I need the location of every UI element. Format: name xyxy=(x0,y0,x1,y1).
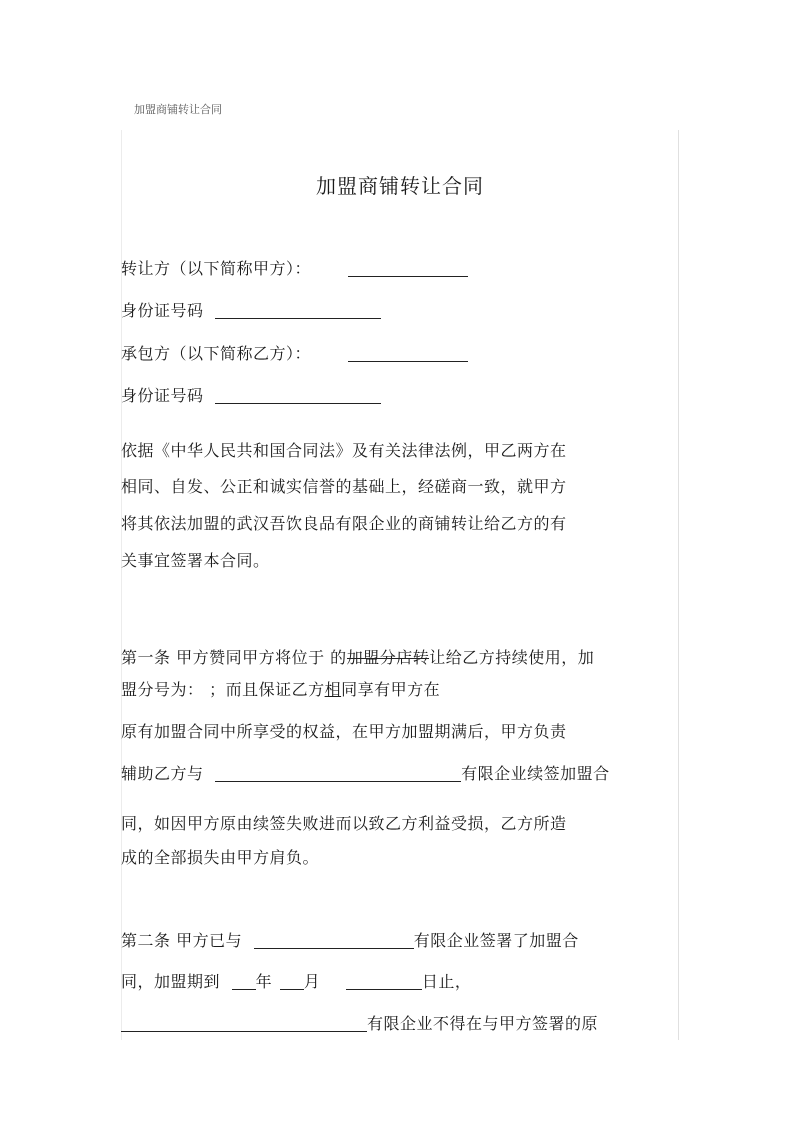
year-blank[interactable] xyxy=(232,973,256,990)
article1-line2-text-b: 同享有甲方在 xyxy=(341,680,441,699)
article2-line1-text-a: 第二条 甲方已与 xyxy=(121,931,243,950)
article1-line-4 xyxy=(121,764,610,784)
article2-line3-text-b: 有限企业不得在与甲方签署的原 xyxy=(367,1014,599,1033)
article1-line-6: 成的全部损失由甲方肩负。 xyxy=(121,848,320,867)
id-blank-2[interactable] xyxy=(215,387,381,404)
article1-line-5: 同，如因甲方原由续签失败进而以致乙方利益受损，乙方所造 xyxy=(121,814,567,833)
contractor-blank[interactable] xyxy=(348,345,468,362)
id-label-2: 身份证号码 xyxy=(121,386,204,405)
id-blank-1[interactable] xyxy=(215,302,381,319)
header-doc-label: 加盟商铺转让合同 xyxy=(134,103,222,116)
month-blank[interactable] xyxy=(280,973,304,990)
preamble-line-4: 关事宜签署本合同。 xyxy=(121,551,270,570)
article2-line-3 xyxy=(121,1014,598,1034)
id-line-2 xyxy=(121,386,381,406)
page-right-rule xyxy=(678,130,679,1040)
company-blank-2[interactable] xyxy=(254,932,414,949)
preamble-line-2: 相同、自发、公正和诚实信誉的基础上，经磋商一致，就甲方 xyxy=(121,477,567,496)
transferor-label: 转让方（以下简称甲方）： xyxy=(121,259,312,278)
preamble-line-3: 将其依法加盟的武汉吾饮良品有限企业的商铺转让给乙方的有 xyxy=(121,514,567,533)
company-blank-3[interactable] xyxy=(121,1015,367,1032)
day-end-label: 日止， xyxy=(421,972,472,991)
article2-line2-text-a: 同，加盟期到 xyxy=(121,972,221,991)
article1-line-1 xyxy=(121,648,594,668)
article1-line1-text-b: 让给乙方持续使用，加 xyxy=(429,648,595,667)
id-line-1 xyxy=(121,301,381,321)
article2-line1-text-b: 有限企业签署了加盟合 xyxy=(413,931,579,950)
document-title: 加盟商铺转让合同 xyxy=(316,174,484,198)
article2-line-1 xyxy=(121,931,579,951)
article1-line2-text-a: 盟分号为： ；而且保证乙方 xyxy=(121,680,325,699)
article1-underlined-text: 相 xyxy=(324,680,342,699)
article2-line-2 xyxy=(121,972,471,992)
article1-line-3: 原有加盟合同中所享受的权益，在甲方加盟期满后，甲方负责 xyxy=(121,722,567,741)
year-label: 年 xyxy=(255,972,273,991)
contractor-line xyxy=(121,344,468,364)
day-blank[interactable] xyxy=(346,973,422,990)
month-label: 月 xyxy=(303,972,321,991)
transferor-blank[interactable] xyxy=(348,260,468,277)
article1-line1-text-a: 第一条 甲方赞同甲方将位于 的 xyxy=(121,648,347,667)
contractor-label: 承包方（以下简称乙方）： xyxy=(121,344,312,363)
article1-line4-text-b: 有限企业续签加盟合 xyxy=(461,764,610,783)
article1-line-2 xyxy=(121,680,440,700)
transferor-line xyxy=(121,259,468,279)
preamble-line-1: 依据《中华人民共和国合同法》及有关法律法例，甲乙两方在 xyxy=(121,441,567,460)
article1-struck-text: 加盟分店转 xyxy=(346,648,430,667)
article1-line4-text-a: 辅助乙方与 xyxy=(121,764,204,783)
id-label-1: 身份证号码 xyxy=(121,301,204,320)
company-blank-1[interactable] xyxy=(215,765,461,782)
